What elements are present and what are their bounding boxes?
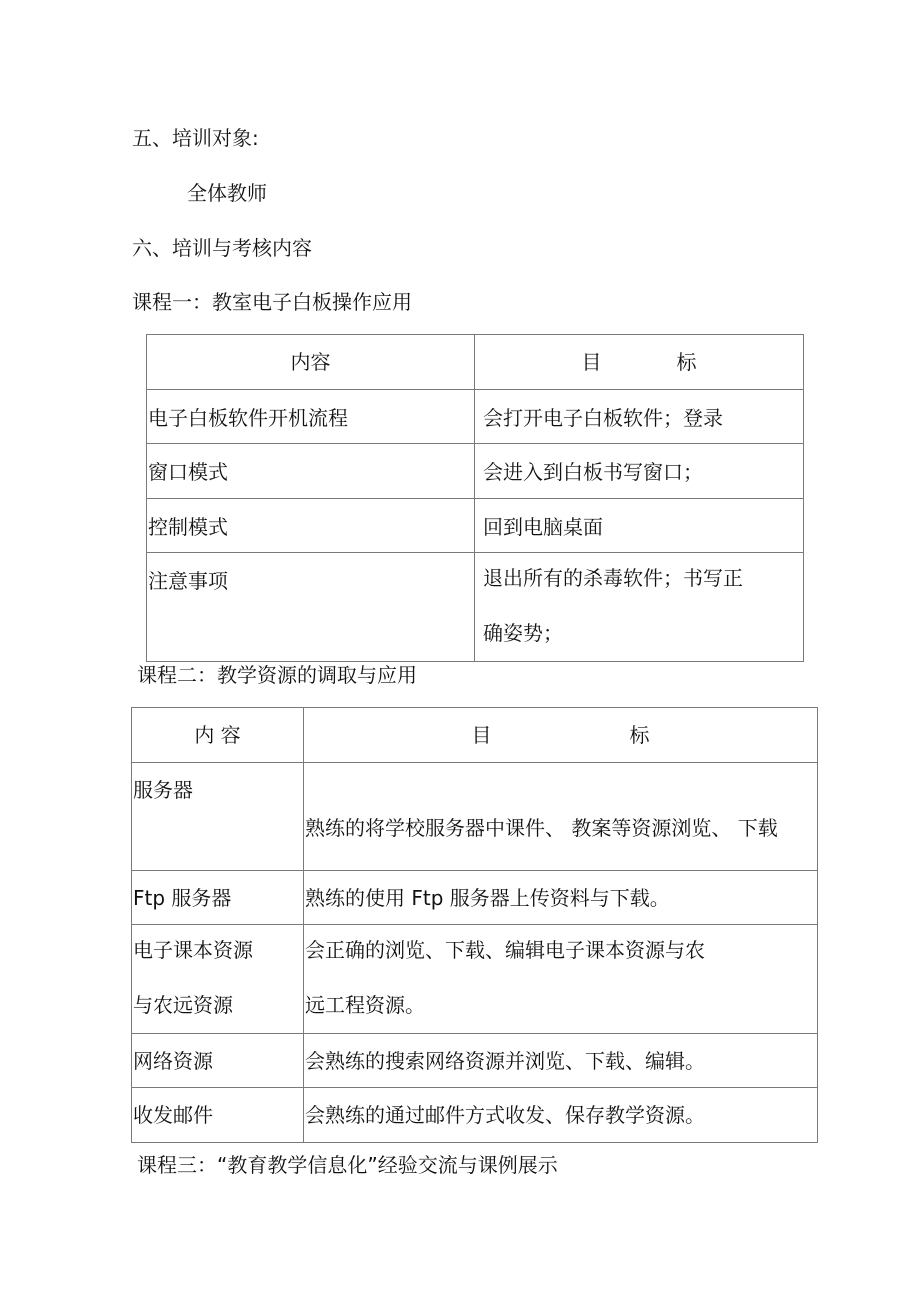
table-row — [147, 499, 804, 553]
course1-title: 课程一：教室电子白板操作应用 — [132, 290, 412, 314]
table-row — [147, 390, 804, 444]
row-target: 熟练的使用 Ftp 服务器上传资料与下载。 — [305, 886, 670, 910]
header-content: 内 容 — [132, 708, 304, 763]
row-target: 会打开电子白板软件；登录 — [483, 406, 723, 430]
row-content-line2: 与农远资源 — [133, 993, 233, 1017]
course3-title: 课程三：“教育教学信息化”经验交流与课例展示 — [137, 1153, 558, 1177]
table-row — [132, 925, 818, 1034]
table-row — [147, 553, 804, 662]
row-content: 注意事项 — [148, 569, 228, 593]
course2-title: 课程二：教学资源的调取与应用 — [137, 663, 417, 687]
row-content: 窗口模式 — [148, 460, 228, 484]
trainees-heading: 五、培训对象: — [132, 126, 259, 150]
row-target: 会进入到白板书写窗口； — [483, 460, 703, 484]
header-target: 目 标 — [304, 708, 818, 763]
row-target-line2: 确姿势； — [483, 621, 563, 645]
row-content-line1: 电子课本资源 — [133, 938, 253, 962]
table-row — [132, 1088, 818, 1143]
trainees-value: 全体教师 — [187, 181, 267, 205]
content-heading: 六、培训与考核内容 — [132, 236, 312, 260]
row-target: 会熟练的搜索网络资源并浏览、下载、编辑。 — [305, 1049, 705, 1073]
row-content: 收发邮件 — [133, 1103, 213, 1127]
row-target: 回到电脑桌面 — [483, 515, 603, 539]
row-content: 电子白板软件开机流程 — [148, 406, 348, 430]
row-content: Ftp 服务器 — [133, 886, 232, 910]
row-content: 网络资源 — [133, 1049, 213, 1073]
header-target: 目 标 — [475, 335, 804, 390]
table-row — [132, 763, 818, 871]
row-content: 服务器 — [133, 778, 193, 802]
table-header-row — [147, 335, 804, 390]
row-target: 会熟练的通过邮件方式收发、保存教学资源。 — [305, 1103, 705, 1127]
row-target-line2: 远工程资源。 — [305, 993, 425, 1017]
row-target-line1: 会正确的浏览、下载、编辑电子课本资源与农 — [305, 938, 705, 962]
table-row — [147, 444, 804, 499]
table-row — [132, 1034, 818, 1088]
row-target: 熟练的将学校服务器中课件、 教案等资源浏览、 下载 — [305, 816, 778, 840]
row-content: 控制模式 — [148, 515, 228, 539]
course2-table — [131, 707, 818, 1143]
table-header-row — [132, 708, 818, 763]
row-target-line1: 退出所有的杀毒软件；书写正 — [483, 566, 743, 590]
header-content: 内容 — [147, 335, 475, 390]
table-row — [132, 871, 818, 925]
course1-table — [146, 334, 804, 662]
